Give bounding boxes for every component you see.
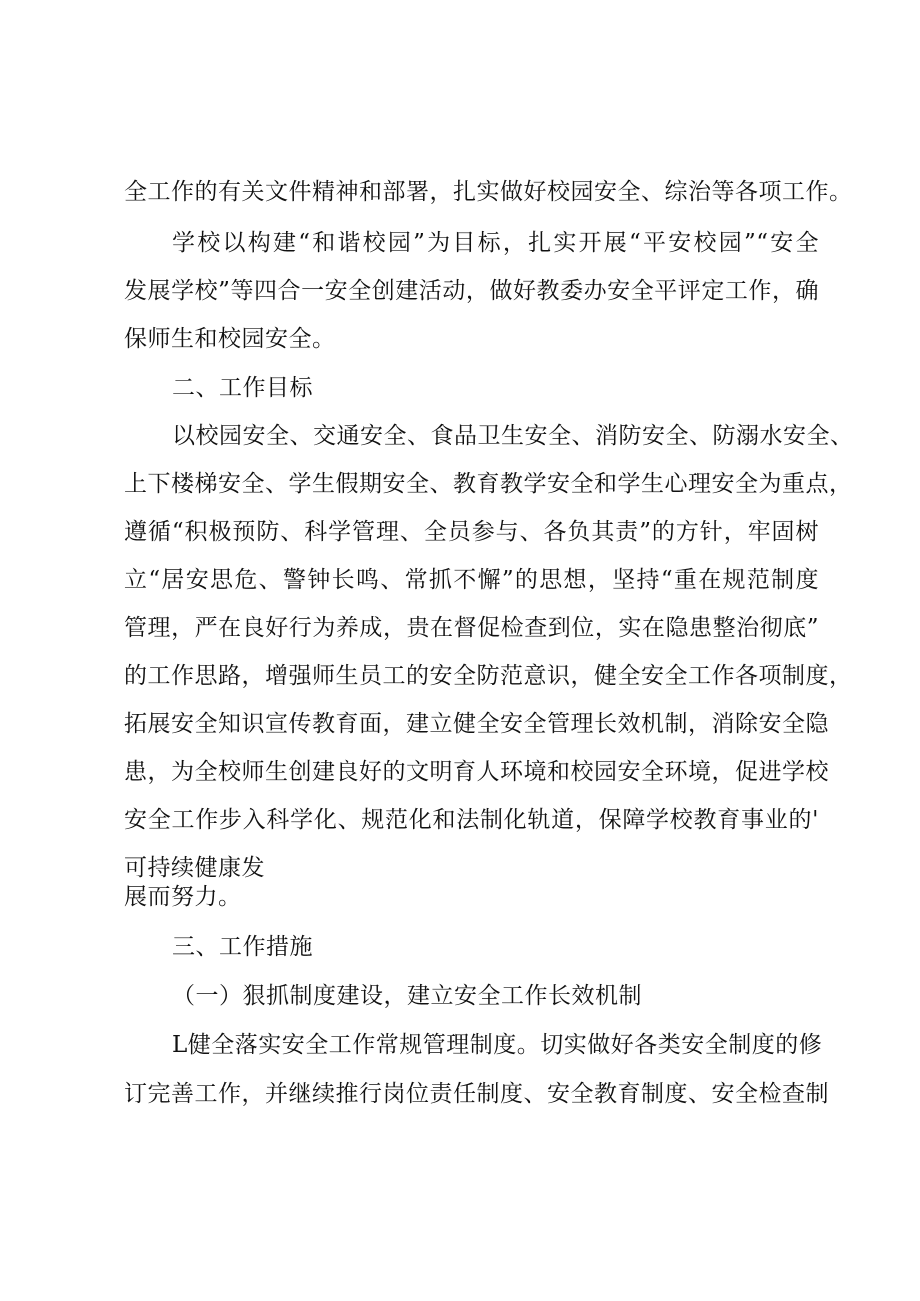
body-text-line: 发展学校”等四合一安全创建活动，做好教委办安全平评定工作，确 [124, 278, 819, 304]
paragraph-first-line: 学校以构建“和谐校园”为目标，扎实开展“平安校园”“安全 [172, 230, 819, 256]
body-text-line: 订完善工作，并继续推行岗位责任制度、安全教育制度、安全检查制 [124, 1081, 829, 1107]
body-text-line: 上下楼梯安全、学生假期安全、教育教学安全和学生心理安全为重点， [124, 471, 853, 497]
paragraph-first-line: L健全落实安全工作常规管理制度。切实做好各类安全制度的修 [172, 1032, 823, 1058]
section-heading: 三、工作措施 [172, 934, 313, 960]
body-text-line: 保师生和校园安全。 [124, 326, 336, 352]
subsection-heading: （一）狠抓制度建设，建立安全工作长效机制 [172, 983, 642, 1009]
section-heading: 二、工作目标 [172, 375, 313, 401]
body-text-line: 管理，严在良好行为养成，贵在督促检查到位，实在隐患整治彻底” [124, 615, 819, 641]
body-text-line: 全工作的有关文件精神和部署，扎实做好校园安全、综治等各项工作。 [124, 179, 853, 205]
paragraph-first-line: 以校园安全、交通安全、食品卫生安全、消防安全、防溺水安全、 [172, 423, 854, 449]
body-text-line: 安全工作步入科学化、规范化和法制化轨道，保障学校教育事业的' [124, 807, 819, 833]
body-text-line: 展而努力。 [124, 884, 242, 910]
body-text-line: 患，为全校师生创建良好的文明育人环境和校园安全环境，促进学校 [124, 759, 829, 785]
body-text-line: 遵循“积极预防、科学管理、全员参与、各负其责”的方针，牢固树 [124, 519, 819, 545]
body-text-line: 拓展安全知识宣传教育面，建立健全安全管理长效机制，消除安全隐 [124, 711, 829, 737]
body-text-line: 立“居安思危、警钟长鸣、常抓不懈”的思想，坚持“重在规范制度 [124, 567, 819, 593]
body-text-line: 的工作思路，增强师生员工的安全防范意识，健全安全工作各项制度， [124, 663, 853, 689]
body-text-line: 可持续健康发 [124, 855, 265, 881]
